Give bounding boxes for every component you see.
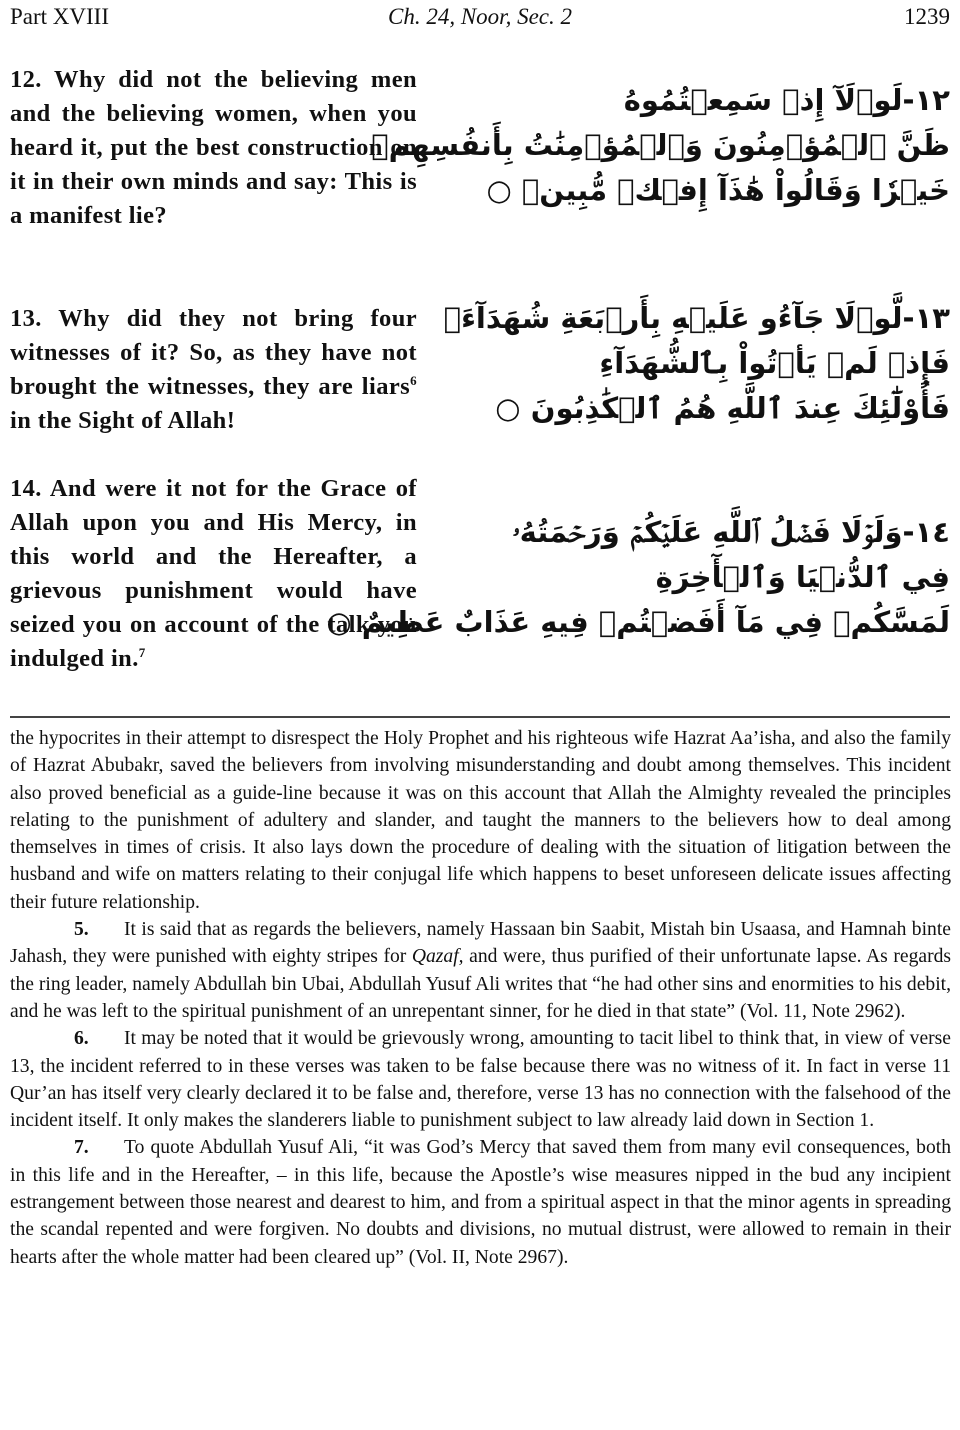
footnote-number: 7. <box>74 1137 89 1159</box>
verse-12-arabic <box>371 78 950 213</box>
verse-14-translation <box>10 472 417 676</box>
footnote-6 <box>10 1025 951 1134</box>
verse-text: 12. Why did not the believing men and the believing women, when you heard it, put the best construction on it in their own minds and say: This is a manifest lie? <box>10 66 417 229</box>
verse-12-translation <box>10 63 417 233</box>
verse-13-arabic <box>443 296 950 431</box>
footnote-ref-7: 7 <box>138 645 146 660</box>
arabic-line: لَمَسَّكُمۡ فِي مَآ أَفَضۡتُمۡ فِيهِ عَذَابٌ عَظِيمٌ ○ <box>326 605 950 639</box>
verse-text-after: in the Sight of Allah! <box>10 407 236 434</box>
footnote-5 <box>10 916 951 1025</box>
arabic-line: ١٤-وَلَوۡلَا فَضۡلُ ٱللَّهِ عَلَيۡكُمۡ وَرَحۡمَتُهُۥ <box>512 515 950 549</box>
footnote-text: It is said that as regards the believers, namely Hassaan bin Saabit, Mistah bin Usaasa, and Hamnah binte Jahash, they were punished with eighty stripes for <box>10 919 951 968</box>
arabic-line: ١٣-لَّوۡلَا جَآءُو عَلَيۡهِ بِأَرۡبَعَةِ شُهَدَآءَۚ <box>443 301 950 335</box>
footnote-text: It may be noted that it would be grievously wrong, amounting to tacit libel to think that, in view of verse 13, the incident referred to in these verses was taken to be false because there was no witness of it. In fact in verse 11 Qur’an has itself very clearly declared it to be false and, therefore, verse 13 has no connection with the falsehood of the incident itself. It only makes the slanderers liable to punishment subject to law already laid down in Section 1. <box>10 1028 951 1132</box>
footnote-continuation: the hypocrites in their attempt to disrespect the Holy Prophet and his righteous wife Hazrat Aa’isha, and also the family of Hazrat Abubakr, saved the believers from involving misunderstanding and doubt among themselves. This incident also proved beneficial as a guide-line because it was on this account that Allah the Almighty revealed the principles relating to the punishment of adultery and slander, and taught the manners to the believers how to deal among themselves in times of crisis. It also lays down the procedure of dealing with the situation of litigation between the husband and wife on matters relating to their conjugal life which happens to beset unforeseen delicate issues affecting their future relationship. <box>10 728 951 913</box>
arabic-line: فَأُوْلَٰٓئِكَ عِندَ ٱللَّهِ هُمُ ٱلۡكَٰذِبُونَ ○ <box>495 391 950 425</box>
footnote-ref-6: 6 <box>410 373 417 388</box>
chapter-title: Ch. 24, Noor, Sec. 2 <box>388 4 572 29</box>
arabic-line: ١٢-لَوۡلَآ إِذۡ سَمِعۡتُمُوهُ <box>623 83 950 117</box>
page-header <box>10 4 950 34</box>
arabic-line: فِي ٱلدُّنۡيَا وَٱلۡأٓخِرَةِ <box>655 560 950 594</box>
footnote-italic-term: Qazaf, <box>411 946 464 968</box>
arabic-line: خَيۡرٗا وَقَالُواْ هَٰذَآ إِفۡكٞ مُّبِينٞ ○ <box>486 173 950 207</box>
page-number: 1239 <box>904 4 950 29</box>
footnote-text: To quote Abdullah Yusuf Ali, “it was God’s Mercy that saved them from many evil consequences, both in this life and in the Hereafter, – in this life, because the Apostle’s wise measures nipped in the bud any incipient estrangement between those nearest and dearest to him, and from a spiritual aspect in that the minor agents in spreading the scandal repented and were forgiven. No doubts and divisions, no mutual distrust, were allowed to remain in their hearts after the whole matter had been cleared up” (Vol. II, Note 2967). <box>10 1137 951 1268</box>
footnote-number: 6. <box>74 1028 89 1050</box>
footnote-number: 5. <box>74 919 89 941</box>
footnote-text: and were, thus purified of their unfortunate lapse. As regards the ring leader, namely Abdullah bin Ubai, Abdullah Yusuf Ali writes that “he had other sins and enormities to his debit, and he was left to the spiritual punishment of an unrepentant sinner, for he died in that state” (Vol. 11, Note 2962). <box>10 946 952 1022</box>
arabic-line: ظَنَّ ٱلۡمُؤۡمِنُونَ وَٱلۡمُؤۡمِنَٰتُ بِأَنفُسِهِمۡ <box>371 128 950 162</box>
footnote-divider <box>10 716 950 718</box>
verse-13-translation <box>10 302 417 438</box>
arabic-line: فَإِذۡ لَمۡ يَأۡتُواْ بِٱلشُّهَدَآءِ <box>599 346 950 380</box>
part-label: Part XVIII <box>10 4 109 29</box>
verse-14-arabic <box>326 510 950 645</box>
verse-text: 13. Why did they not bring four witnesses of it? So, as they have not brought the witnesses, they are liars <box>10 305 417 400</box>
verse-text: 14. And were it not for the Grace of Allah upon you and His Mercy, in this world and the Hereafter, a grievous punishment would have seized you on account of the talk you indulged in. <box>10 475 417 672</box>
footnote-7 <box>10 1134 951 1270</box>
footnotes <box>10 725 951 1271</box>
